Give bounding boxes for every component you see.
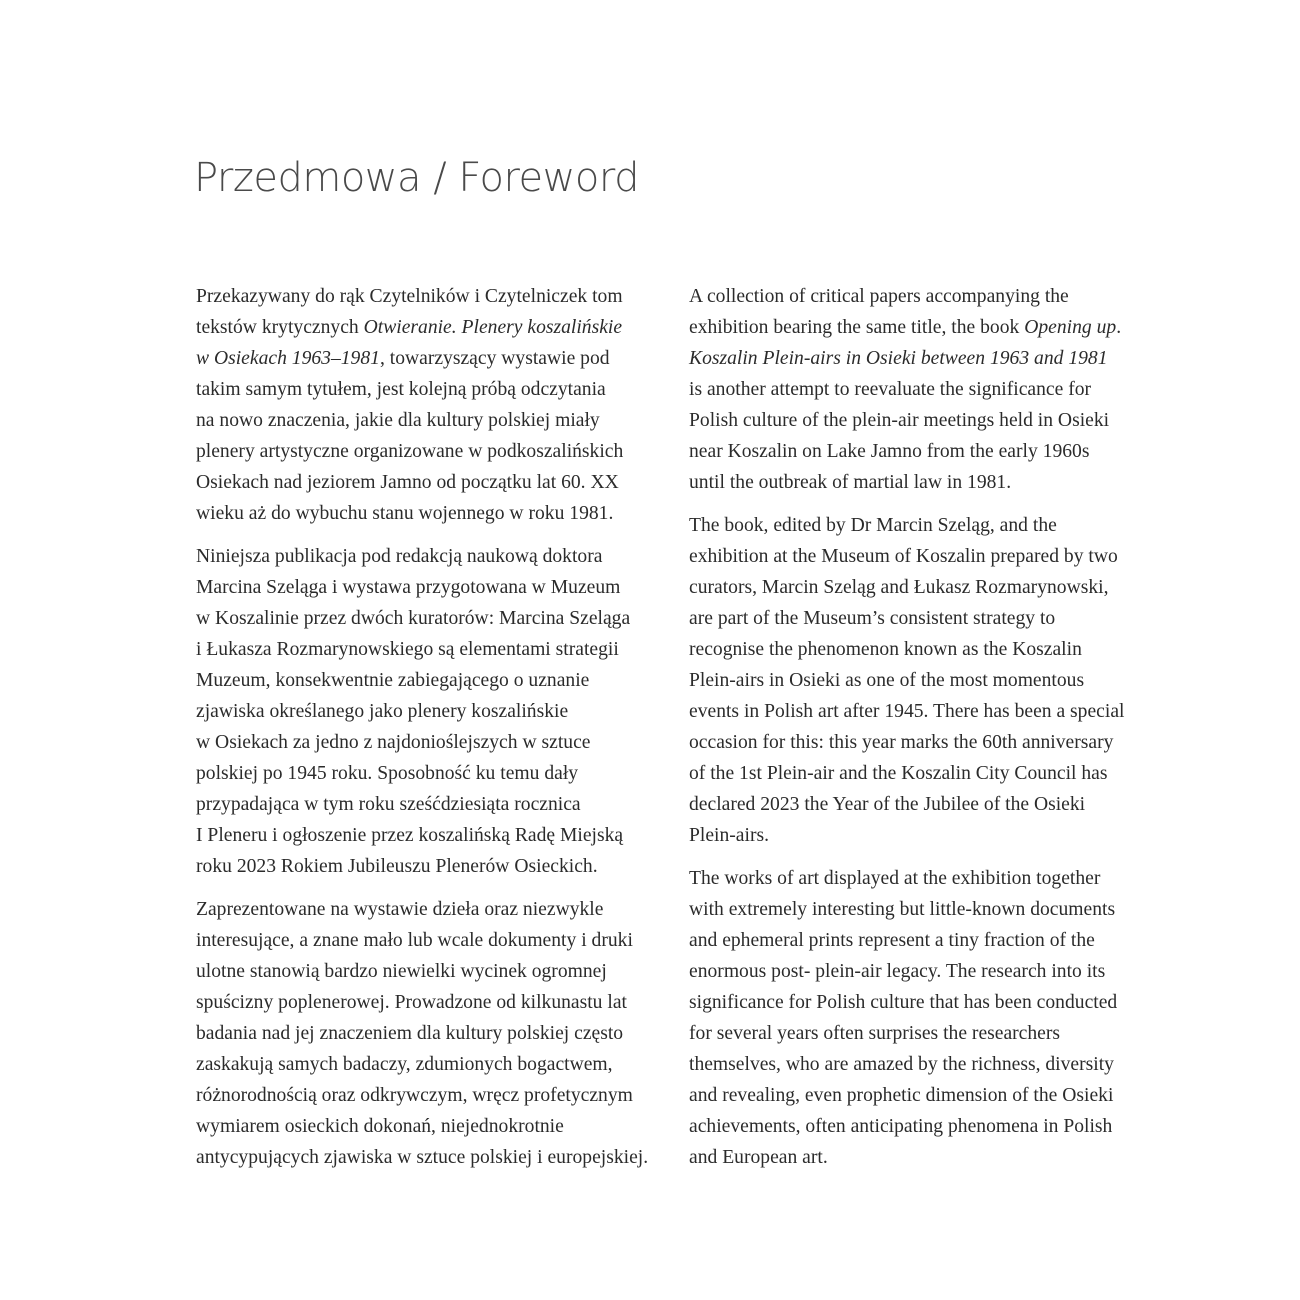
text-line: zjawiska określanego jako plenery koszalińskie [196, 701, 569, 722]
text-line: and European art. [689, 1147, 828, 1168]
text-line: I Pleneru i ogłoszenie przez koszalińską Radę Miejską [196, 825, 624, 846]
text-line: interesujące, a znane mało lub wcale dokumenty i druki [196, 930, 633, 951]
text-line: w Osiekach za jedno z najdonioślejszych w sztuce [196, 732, 591, 753]
text-line: wieku aż do wybuchu stanu wojennego w roku 1981. [196, 503, 614, 524]
text-line: na nowo znaczenia, jakie dla kultury polskiej miały [196, 410, 600, 431]
text-line: curators, Marcin Szeląg and Łukasz Rozmarynowski, [689, 577, 1109, 598]
text-line: badania nad jej znaczeniem dla kultury polskiej często [196, 1023, 624, 1044]
text-line: spuścizny poplenerowej. Prowadzone od kilkunastu lat [196, 992, 627, 1013]
text-line: Plein-airs. [689, 825, 769, 846]
text-line: i Łukasza Rozmarynowskiego są elementami strategii [196, 639, 619, 660]
english-text-column [689, 281, 1179, 1185]
text-line: for several years often surprises the researchers [689, 1023, 1061, 1044]
text-line: Osiekach nad jeziorem Jamno od początku lat 60. XX [196, 472, 619, 493]
polish-text-column [196, 281, 686, 1185]
page-title: Przedmowa / Foreword [194, 155, 639, 201]
text-line: themselves, who are amazed by the richness, diversity [689, 1054, 1114, 1075]
paragraph [689, 510, 1179, 851]
paragraph [196, 541, 686, 882]
text-line: enormous post- plein-air legacy. The research into its [689, 961, 1106, 982]
text-line: różnorodnością oraz odkrywczym, wręcz profetycznym [196, 1085, 633, 1106]
text-line: and revealing, even prophetic dimension of the Osieki [689, 1085, 1114, 1106]
text-line: Plein-airs in Osieki as one of the most momentous [689, 670, 1085, 691]
text-line: achievements, often anticipating phenomena in Polish [689, 1116, 1113, 1137]
paragraph [196, 281, 686, 529]
text-line: events in Polish art after 1945. There has been a special [689, 701, 1125, 722]
text-line: plenery artystyczne organizowane w podkoszalińskich [196, 441, 624, 462]
paragraph [196, 894, 686, 1173]
book-title-italic: w Osiekach 1963–1981 [196, 348, 380, 369]
text-line: with extremely interesting but little-known documents [689, 899, 1116, 920]
book-title-italic: Otwieranie. Plenery koszalińskie [363, 317, 623, 338]
text-line: A collection of critical papers accompanying the [689, 286, 1069, 307]
text-line: antycypujących zjawiska w sztuce polskiej i europejskiej. [196, 1147, 649, 1168]
book-title-italic: Koszalin Plein-airs in Osieki between 1963 and 1981 [689, 348, 1108, 369]
paragraph [689, 863, 1179, 1173]
text-line: significance for Polish culture that has been conducted [689, 992, 1118, 1013]
text-line: Przekazywany do rąk Czytelników i Czytelniczek tom [196, 286, 623, 307]
text-line: of the 1st Plein-air and the Koszalin City Council has [689, 763, 1108, 784]
text-line: The book, edited by Dr Marcin Szeląg, and the [689, 515, 1057, 536]
text-line: w Koszalinie przez dwóch kuratorów: Marcina Szeląga [196, 608, 631, 629]
text-line: The works of art displayed at the exhibition together [689, 868, 1101, 889]
text-line: are part of the Museum’s consistent strategy to [689, 608, 1056, 629]
text-line: Niniejsza publikacja pod redakcją naukową doktora [196, 546, 603, 567]
text-line: ulotne stanowią bardzo niewielki wycinek ogromnej [196, 961, 607, 982]
text-line [689, 343, 1179, 374]
text-line: declared 2023 the Year of the Jubilee of the Osieki [689, 794, 1086, 815]
text-line: and ephemeral prints represent a tiny fraction of the [689, 930, 1095, 951]
text-line: w Osiekach 1963–1981, towarzyszący wystawie pod [196, 348, 610, 369]
book-title-italic: Opening up [1024, 317, 1117, 338]
text-line: wymiarem osieckich dokonań, niejednokrotnie [196, 1116, 564, 1137]
text-line: recognise the phenomenon known as the Koszalin [689, 639, 1082, 660]
text-line: przypadająca w tym roku sześćdziesiąta rocznica [196, 794, 581, 815]
text-line: is another attempt to reevaluate the significance for [689, 379, 1092, 400]
text-line: near Koszalin on Lake Jamno from the early 1960s [689, 441, 1090, 462]
text-line: until the outbreak of martial law in 1981. [689, 472, 1012, 493]
text-line: occasion for this: this year marks the 60th anniversary [689, 732, 1114, 753]
text-line: Muzeum, konsekwentnie zabiegającego o uznanie [196, 670, 590, 691]
text-line: roku 2023 Rokiem Jubileuszu Plenerów Osieckich. [196, 856, 598, 877]
text-line: takim samym tytułem, jest kolejną próbą odczytania [196, 379, 606, 400]
text-line: Marcina Szeląga i wystawa przygotowana w Muzeum [196, 577, 621, 598]
text-line: Zaprezentowane na wystawie dzieła oraz niezwykle [196, 899, 604, 920]
text-line: polskiej po 1945 roku. Sposobność ku temu dały [196, 763, 579, 784]
text-line: tekstów krytycznych Otwieranie. Plenery koszalińskie [196, 317, 623, 338]
text-line: exhibition bearing the same title, the book Opening up. [689, 317, 1122, 338]
text-line: exhibition at the Museum of Koszalin prepared by two [689, 546, 1118, 567]
paragraph [689, 281, 1179, 498]
text-line: Polish culture of the plein-air meetings held in Osieki [689, 410, 1110, 431]
text-line: zaskakują samych badaczy, zdumionych bogactwem, [196, 1054, 613, 1075]
